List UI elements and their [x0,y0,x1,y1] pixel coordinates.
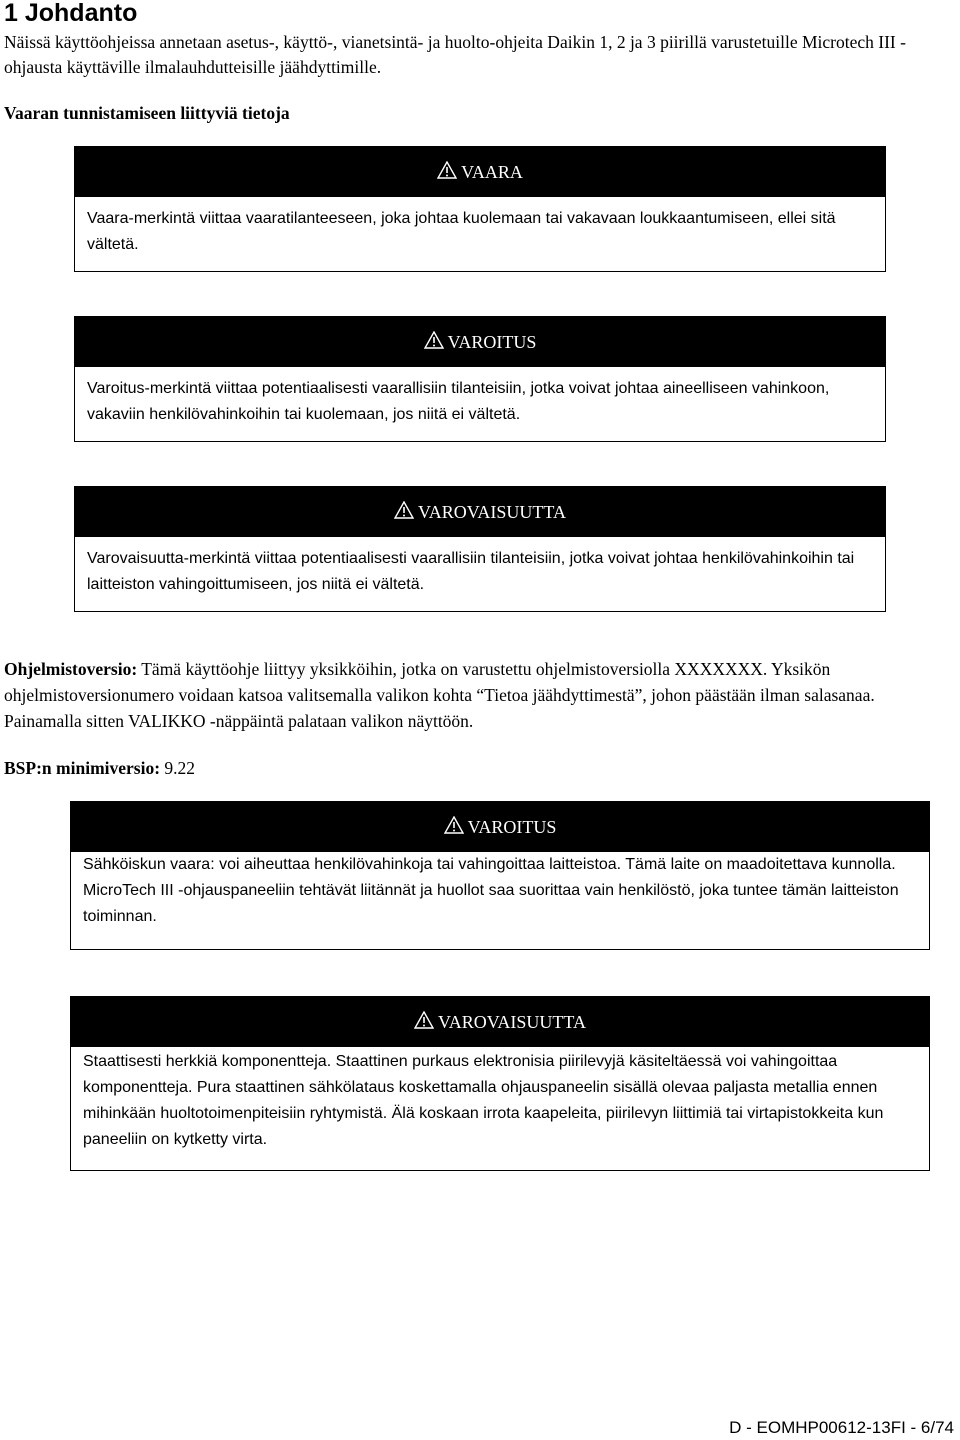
bsp-version-value: 9.22 [160,758,196,778]
notice-title: VAROVAISUUTTA [418,501,566,522]
notice-header [75,147,885,197]
notice-text: Sähköiskun vaara: voi aiheuttaa henkilövahinkoja tai vahingoittaa laitteistoa. Tämä laite on maadoitettava kunnolla. MicroTech III -ohjauspaneeliin tehtävät liitännät ja huollot saa suorittaa vain henkilöstö, joka tuntee tämän laitteiston toiminnan. [83,856,899,925]
notice-text: Varovaisuutta-merkintä viittaa potentiaalisesti vaarallisiin tilanteisiin, jotka voivat johtaa henkilövahinkoihin tai laitteiston vahingoittumiseen, jos niitä ei vältetä. [87,550,855,593]
software-version-label: Ohjelmistoversio: [4,659,138,679]
caution-notice [74,486,886,612]
notice-title: VAROVAISUUTTA [438,1011,586,1032]
warning-notice [74,316,886,442]
electric-shock-warning [70,801,930,950]
bsp-version-label: BSP:n minimiversio: [4,758,161,778]
warning-triangle-icon [414,1011,434,1034]
notice-text: Varoitus-merkintä viittaa potentiaalisesti vaarallisiin tilanteisiin, jotka voivat johtaa aineelliseen vahinkoon, vakaviin henkilövahinkoihin tai kuolemaan, jos niitä ei vältetä. [87,380,830,423]
software-version-text: Tämä käyttöohje liittyy yksikköihin, jotka on varustettu ohjelmistoversiolla XXXXXXX. Yksikön ohjelmistoversionumero voidaan katsoa valitsemalla valikon kohta “Tietoa jäähdyttimestä”, johon päästään ilman salasanaa. Painamalla sitten VALIKKO -näppäintä palataan valikon näyttöön. [4,659,875,731]
hazard-info-heading: Vaaran tunnistamiseen liittyviä tietoja [4,103,290,123]
page-footer: D - EOMHP00612-13FI - 6/74 [729,1418,954,1437]
notice-header [75,487,885,537]
notice-header [71,997,929,1047]
notice-title: VAROITUS [467,816,557,837]
warning-triangle-icon [424,331,444,354]
notice-text: Vaara-merkintä viittaa vaaratilanteeseen, joka johtaa kuolemaan tai vakavaan loukkaantumiseen, ellei sitä vältetä. [87,210,836,253]
notice-title: VAROITUS [447,331,537,352]
intro-paragraph: Näissä käyttöohjeissa annetaan asetus-, käyttö-, vianetsintä- ja huolto-ohjeita Daikin 1, 2 ja 3 piirillä varustetuille Microtech III -ohjausta käyttäville ilmalauhdutteisille jäähdyttimille. [4,32,906,77]
software-version-paragraph [4,656,944,734]
notice-header [71,802,929,852]
warning-triangle-icon [394,501,414,524]
bsp-version [4,756,195,781]
static-sensitive-caution [70,996,930,1171]
page-heading: 1 Johdanto [4,0,138,27]
danger-notice [74,146,886,272]
warning-triangle-icon [444,816,464,839]
warning-triangle-icon [437,161,457,184]
notice-title: VAARA [461,161,523,182]
notice-header [75,317,885,367]
notice-text: Staattisesti herkkiä komponentteja. Staattinen purkaus elektronisia piirilevyjä käsiteltäessä voi vahingoittaa komponentteja. Pura staattinen sähkölataus koskettamalla ohjauspaneelin sisällä olevaa paljasta metallia ennen mihinkään huoltotoimenpiteisiin ryhtymistä. Älä koskaan irrota kaapeleita, piirilevyn liittimiä tai virtapistokkeita kun paneeliin on kytketty virta. [83,1053,884,1148]
